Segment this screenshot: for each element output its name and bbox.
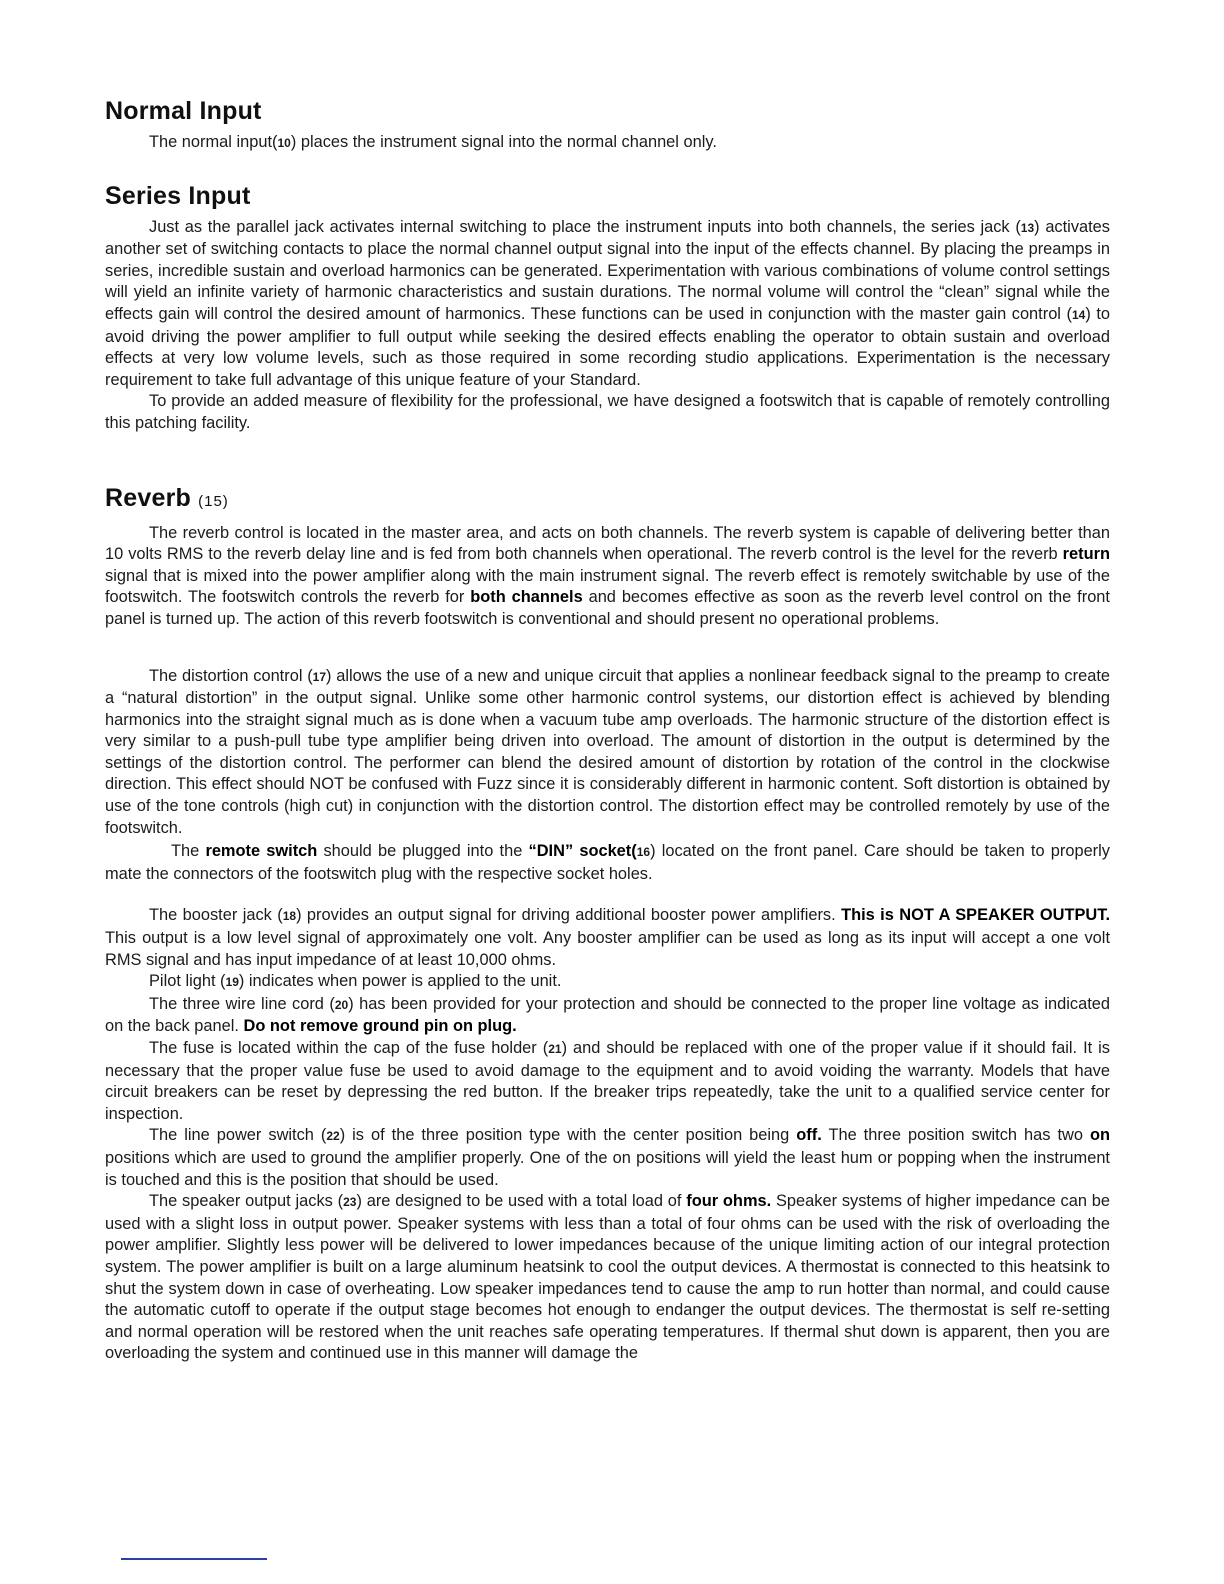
reverb-section <box>105 483 1110 631</box>
speaker-output-paragraph: The speaker output jacks (23) are designed to be used with a total load of four ohms. Speaker systems of higher impedance can be used with a slight loss in output power. Speaker systems with less than a total of four ohms can be used with the risk of overloading the power amplifier. Slightly less power will be delivered to lower impedances because of the unique limiting action of our integral protection system. The power amplifier is built on a large aluminum heatsink to cool the output devices. A thermostat is connected to this heatsink to shut the system down in case of overheating. Low speaker impedances tend to cause the amp to run hotter than normal, and could cause the automatic cutoff to operate if the output stage becomes hot enough to endanger the output devices. The thermostat is self re-setting and normal operation will be restored when the unit reaches safe operating temperatures. If thermal shut down is apparent, then you are overloading the system and continued use in this manner will damage the <box>105 1192 1111 1363</box>
reverb-heading-ref: (15) <box>198 492 229 510</box>
reverb-heading: Reverb (15) <box>105 483 229 512</box>
pilot-light-paragraph: Pilot light (19) indicates when power is applied to the unit. <box>149 972 562 991</box>
remote-switch-paragraph: The remote switch should be plugged into the “DIN” socket(16) located on the front panel. Care should be taken to properly mate the connectors of the footswitch plug with the respective socket holes. <box>105 842 1110 883</box>
series-input-paragraph-2: To provide an added measure of flexibility for the professional, we have designed a footswitch that is capable of remotely controlling this patching facility. <box>105 392 1110 432</box>
series-input-paragraph-1: Just as the parallel jack activates internal switching to place the instrument inputs into both channels, the series jack (13) activates another set of switching contacts to place the normal channel output signal into the input of the effects channel. By placing the preamps in series, incredible sustain and overload harmonics can be generated. Experimentation with various combinations of volume control settings will yield an infinite variety of harmonic characteristics and sustain durations. The normal volume will control the “clean” signal while the effects gain will control the desired amount of harmonics. These functions can be used in conjunction with the master gain control (14) to avoid driving the power amplifier to full output while seeking the desired effects enabling the operator to obtain sustain and overload effects at very low volume levels, such as those required in some recording studio applications. Experimentation is the necessary requirement to take full advantage of this unique feature of your Standard. <box>105 217 1111 389</box>
document-page <box>105 96 1110 1365</box>
series-input-section <box>105 181 1110 435</box>
normal-input-heading: Normal Input <box>105 97 262 125</box>
distortion-paragraph: The distortion control (17) allows the use of a new and unique circuit that applies a nonlinear feedback signal to the preamp to create a “natural distortion” in the output signal. Unlike some other harmonic control systems, our distortion effect is achieved by blending harmonics into the straight signal much as is done when a vacuum tube amp overloads. The harmonic structure of the distortion effect is very similar to a push-pull tube type amplifier being driven into overload. The amount of distortion in the output is determined by the settings of the distortion control. The performer can blend the desired amount of distortion by rotation of the control in the clockwise direction. This effect should NOT be confused with Fuzz since it is considerably different in harmonic content. Soft distortion is obtained by use of the tone controls (high cut) in conjunction with the distortion control. The distortion effect may be controlled remotely by use of the footswitch. <box>105 666 1110 837</box>
rear-panel-section <box>105 905 1110 1364</box>
footer-rule <box>121 1558 267 1560</box>
distortion-section <box>105 666 1110 886</box>
line-cord-paragraph: The three wire line cord (20) has been provided for your protection and should be connected to the proper line voltage as indicated on the back panel. Do not remove ground pin on plug. <box>105 994 1110 1036</box>
reverb-paragraph: The reverb control is located in the master area, and acts on both channels. The reverb system is capable of delivering better than 10 volts RMS to the reverb delay line and is fed from both channels when operational. The reverb control is the level for the reverb return signal that is mixed into the power amplifier along with the main instrument signal. The reverb effect is remotely switchable by use of the footswitch. The footswitch controls the reverb for both channels and becomes effective as soon as the reverb level control on the front panel is turned up. The action of this reverb footswitch is conventional and should present no operational problems. <box>105 523 1110 628</box>
fuse-paragraph: The fuse is located within the cap of the fuse holder (21) and should be replaced with one of the proper value if it should fail. It is necessary that the proper value fuse be used to avoid damage to the equipment and to avoid voiding the warranty. Models that have circuit breakers can be reset by depressing the red button. If the breaker trips repeatedly, take the unit to a qualified service center for inspection. <box>105 1039 1110 1123</box>
normal-input-section <box>105 96 1110 155</box>
series-input-heading: Series Input <box>105 181 251 210</box>
power-switch-paragraph: The line power switch (22) is of the three position type with the center position being off. The three position switch has two on positions which are used to ground the amplifier properly. One of the on positions will yield the least hum or popping when the instrument is touched and this is the position that should be used. <box>105 1126 1110 1189</box>
normal-input-paragraph: The normal input(10) places the instrument signal into the normal channel only. <box>149 133 717 151</box>
booster-jack-paragraph: The booster jack (18) provides an output signal for driving additional booster power amplifiers. This is NOT A SPEAKER OUTPUT. This output is a low level signal of approximately one volt. Any booster amplifier can be used as long as its input will accept a one volt RMS signal and has input impedance of at least 10,000 ohms. <box>105 906 1110 969</box>
